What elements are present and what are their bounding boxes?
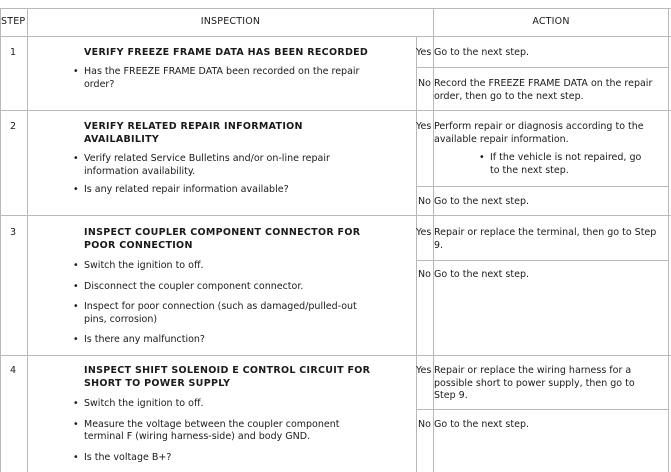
step-number: 4: [10, 365, 17, 376]
no-action: Record the FREEZE FRAME DATA on the repair order, then go to the next step.: [434, 78, 653, 102]
check-list: [72, 153, 372, 197]
check-item: • Is any related repair information available?: [72, 184, 372, 197]
yes-label: Yes: [416, 121, 432, 132]
step-title: VERIFY FREEZE FRAME DATA HAS BEEN RECORDED: [84, 47, 369, 58]
no-action: Go to the next step.: [434, 269, 529, 280]
header-inspection: INSPECTION: [200, 16, 261, 27]
yes-sub-list: [478, 152, 648, 177]
row-divider-1: [0, 110, 671, 111]
yes-no-divider-4: [416, 409, 669, 410]
check-item: • Is there any malfunction?: [72, 334, 382, 347]
step-title: INSPECT SHIFT SOLENOID E CONTROL CIRCUIT FOR SHORT TO POWER SUPPLY: [84, 365, 371, 389]
col-divider-step: [27, 8, 28, 472]
yes-action: Repair or replace the wiring harness for a possible short to power supply, then go to Step 9.: [434, 365, 635, 401]
row-divider-2: [0, 215, 671, 216]
yes-label: Yes: [416, 227, 432, 238]
check-list: [72, 66, 372, 91]
check-item: • Inspect for poor connection (such as damaged/pulled-out pins, corrosion): [72, 301, 382, 326]
no-label: No: [418, 419, 431, 430]
yes-action: Repair or replace the terminal, then go to Step 9.: [434, 227, 657, 251]
yes-no-divider-2: [416, 186, 669, 187]
yes-action: Go to the next step.: [434, 47, 529, 58]
no-action: Go to the next step.: [434, 419, 529, 430]
step-number: 2: [10, 121, 17, 132]
check-item: • Switch the ignition to off.: [72, 398, 372, 411]
step-title: INSPECT COUPLER COMPONENT CONNECTOR FOR POOR CONNECTION: [84, 227, 361, 251]
yes-sub-item: • If the vehicle is not repaired, go to the next step.: [478, 152, 648, 177]
check-item: • Disconnect the coupler component connector.: [72, 281, 382, 294]
step-title: VERIFY RELATED REPAIR INFORMATION AVAILABILITY: [84, 121, 303, 145]
check-item: • Verify related Service Bulletins and/or on-line repair information availability.: [72, 153, 372, 178]
yes-no-divider-3: [416, 260, 669, 261]
header-action: ACTION: [532, 16, 570, 27]
no-label: No: [418, 269, 431, 280]
no-action: Go to the next step.: [434, 196, 529, 207]
no-label: No: [418, 78, 431, 89]
check-item: • Has the FREEZE FRAME DATA been recorded on the repair order?: [72, 66, 372, 91]
row-divider-3: [0, 355, 671, 356]
table-border-top: [0, 8, 671, 9]
step-number: 3: [10, 227, 17, 238]
col-divider-right: [668, 8, 669, 472]
check-list: [72, 398, 372, 464]
yes-no-divider-1: [416, 67, 669, 68]
header-step: STEP: [1, 16, 26, 27]
yes-label: Yes: [416, 365, 432, 376]
header-divider: [0, 36, 671, 37]
check-item: • Measure the voltage between the coupler component terminal F (wiring harness-side) and body GND.: [72, 419, 372, 444]
step-number: 1: [10, 47, 17, 58]
no-label: No: [418, 196, 431, 207]
check-list: [72, 260, 382, 347]
yes-label: Yes: [416, 47, 432, 58]
col-divider-left: [0, 8, 1, 472]
yes-action: Perform repair or diagnosis according to the available repair information.: [434, 121, 644, 145]
check-item: • Switch the ignition to off.: [72, 260, 382, 273]
check-item: • Is the voltage B+?: [72, 452, 372, 465]
